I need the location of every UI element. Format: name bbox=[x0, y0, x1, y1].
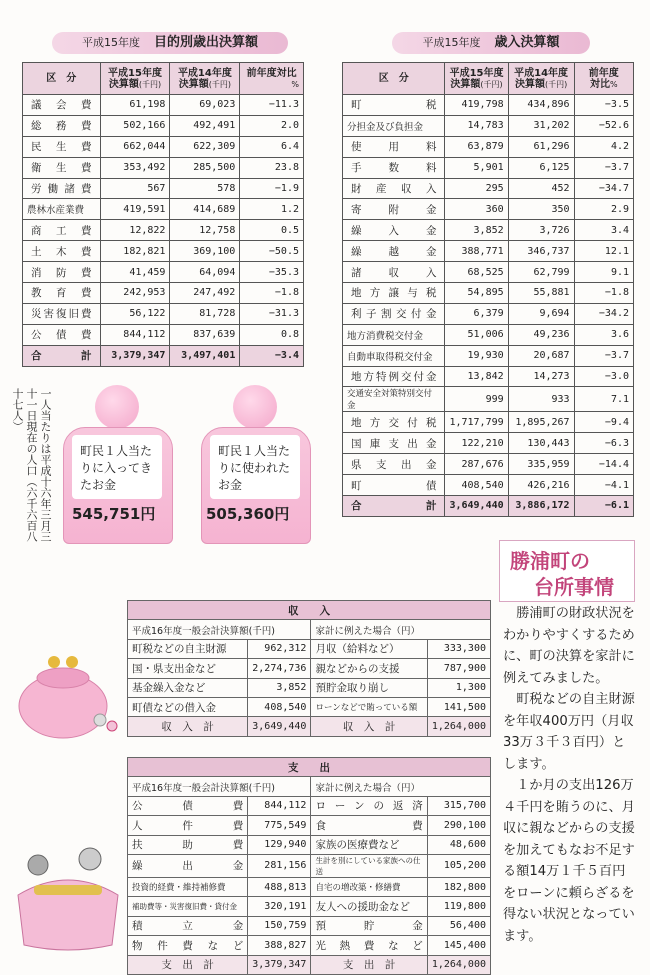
table-row bbox=[343, 387, 634, 412]
income-title: 収 入 bbox=[128, 601, 491, 620]
spending_table-row-a: 繰出金 bbox=[128, 854, 248, 877]
per-capita-income-figure bbox=[58, 385, 176, 545]
table-row bbox=[128, 659, 491, 678]
exp-row-ratio: 2.0 bbox=[240, 115, 304, 136]
rev-row-h15: 360 bbox=[445, 199, 508, 220]
rev-row-h15: 1,717,799 bbox=[445, 412, 508, 433]
kitchen-para2: 町税などの自主財源を年収400万円（月収33万３千３百円）とします。 bbox=[503, 692, 635, 772]
rev-row-h14: 130,443 bbox=[508, 433, 574, 454]
rev-row-h14: 335,959 bbox=[508, 454, 574, 475]
income_table-row-a: 基金繰入金など bbox=[128, 678, 248, 697]
rev-row-ratio: 12.1 bbox=[574, 241, 633, 262]
rev-row-h14: 350 bbox=[508, 199, 574, 220]
spending_table-row-bv: 105,200 bbox=[427, 854, 490, 877]
rev-row-label: 地方交付税 bbox=[343, 412, 445, 433]
income-col2: 家計に例えた場合（円） bbox=[311, 620, 491, 639]
table-row bbox=[23, 324, 304, 345]
exp-row-h14: 247,492 bbox=[170, 283, 240, 304]
rev-row-h14: 14,273 bbox=[508, 366, 574, 387]
table-row bbox=[343, 178, 634, 199]
spending-col1: 平成16年度一般会計決算額(千円) bbox=[128, 777, 311, 796]
spending_table-row-bv: 56,400 bbox=[427, 916, 490, 935]
table-row bbox=[23, 283, 304, 304]
income_table-total-bv: 1,264,000 bbox=[427, 717, 490, 736]
spending_table-row-av: 488,813 bbox=[248, 877, 311, 896]
spending_table-row-a: 補助費等・災害復旧費・貸付金 bbox=[128, 897, 248, 916]
spending_table-row-a: 積立金 bbox=[128, 916, 248, 935]
exp-row-label: 商工費 bbox=[23, 220, 101, 241]
spending_table-total-b: 支 出 計 bbox=[311, 955, 427, 974]
per-capita-income-amount: 545,751円 bbox=[72, 505, 156, 523]
exp-row-ratio: −50.5 bbox=[240, 241, 304, 262]
rev-row-h15: 6,379 bbox=[445, 303, 508, 324]
rev-row-ratio: 4.2 bbox=[574, 136, 633, 157]
rev-row-ratio: −3.5 bbox=[574, 95, 633, 116]
income_table-row-a: 町債などの借入金 bbox=[128, 697, 248, 716]
piggy-purse-icon bbox=[8, 648, 130, 744]
income_table-row-av: 408,540 bbox=[248, 697, 311, 716]
rev-row-h15: 3,852 bbox=[445, 220, 508, 241]
exp-row-ratio: −1.8 bbox=[240, 283, 304, 304]
exp-row-label: 公債費 bbox=[23, 324, 101, 345]
rev-row-ratio: −3.7 bbox=[574, 345, 633, 366]
rev-total-h15: 3,649,440 bbox=[445, 496, 508, 517]
table-row bbox=[128, 854, 491, 877]
exp-row-h15: 419,591 bbox=[100, 199, 170, 220]
expenditure-title-year: 平成15年度 bbox=[81, 36, 140, 49]
kitchen-title-box bbox=[499, 540, 635, 602]
kitchen-para1: 勝浦町の財政状況をわかりやすくするために、町の決算を家計に例えてみました。 bbox=[503, 606, 635, 686]
revenue-title bbox=[392, 32, 590, 54]
spending_table-row-a: 物件費など bbox=[128, 936, 248, 955]
rev-row-h14: 452 bbox=[508, 178, 574, 199]
spending_table-row-bv: 145,400 bbox=[427, 936, 490, 955]
exp-row-h15: 567 bbox=[100, 178, 170, 199]
exp-row-label: 労働諸費 bbox=[23, 178, 101, 199]
rev-row-label: 地方消費税交付金 bbox=[343, 324, 445, 345]
rev-row-ratio: −34.7 bbox=[574, 178, 633, 199]
rev-row-h15: 19,930 bbox=[445, 345, 508, 366]
spending_table-row-a: 人件費 bbox=[128, 816, 248, 835]
spending_table-row-bv: 48,600 bbox=[427, 835, 490, 854]
table-row bbox=[343, 241, 634, 262]
total-row bbox=[23, 345, 304, 366]
exp-row-h15: 844,112 bbox=[100, 324, 170, 345]
table-row bbox=[128, 936, 491, 955]
rev-row-h14: 9,694 bbox=[508, 303, 574, 324]
total-row bbox=[128, 717, 491, 736]
table-row bbox=[343, 199, 634, 220]
exp-row-h15: 662,044 bbox=[100, 136, 170, 157]
exp-row-label: 教育費 bbox=[23, 283, 101, 304]
rev-row-label: 自動車取得税交付金 bbox=[343, 345, 445, 366]
spending_table-row-b: 生計を別にしている家族への仕送 bbox=[311, 854, 427, 877]
exp-header-h15: 平成15年度 決算額(千円) bbox=[100, 63, 170, 95]
total-row bbox=[343, 496, 634, 517]
rev-row-label: 寄附金 bbox=[343, 199, 445, 220]
table-row bbox=[23, 262, 304, 283]
exp-row-h15: 12,822 bbox=[100, 220, 170, 241]
spending_table-row-bv: 290,100 bbox=[427, 816, 490, 835]
exp-row-label: 農林水産業費 bbox=[23, 199, 101, 220]
rev-row-h14: 62,799 bbox=[508, 262, 574, 283]
table-row bbox=[23, 95, 304, 116]
rev-row-h15: 408,540 bbox=[445, 475, 508, 496]
kitchen-para3: １か月の支出126万４千円を賄うのに、月収に親などからの支援を加えてもなお不足する額14万１千５百円をローンに頼らざるを得ない状況となっています。 bbox=[503, 778, 635, 944]
per-capita-income-label: 町民１人当たりに入ってきたお金 bbox=[72, 435, 162, 499]
table-row bbox=[343, 262, 634, 283]
spending-title: 支 出 bbox=[128, 758, 491, 777]
table-row bbox=[128, 816, 491, 835]
table-row bbox=[343, 95, 634, 116]
exp-row-h15: 41,459 bbox=[100, 262, 170, 283]
exp-row-label: 民生費 bbox=[23, 136, 101, 157]
table-row bbox=[343, 283, 634, 304]
rev-header-h14: 平成14年度 決算額(千円) bbox=[508, 63, 574, 95]
table-row bbox=[128, 835, 491, 854]
spending_table-total-bv: 1,264,000 bbox=[427, 955, 490, 974]
table-row bbox=[23, 178, 304, 199]
table-row bbox=[23, 199, 304, 220]
exp-row-h14: 64,094 bbox=[170, 262, 240, 283]
spending_table-total-a: 支 出 計 bbox=[128, 955, 248, 974]
spending_table-total-av: 3,379,347 bbox=[248, 955, 311, 974]
expenditure-title-name: 目的別歳出決算額 bbox=[153, 35, 258, 50]
spending_table-row-bv: 315,700 bbox=[427, 796, 490, 815]
spending_table-row-b: 光熱費など bbox=[311, 936, 427, 955]
rev-row-ratio: −34.2 bbox=[574, 303, 633, 324]
rev-row-h14: 31,202 bbox=[508, 115, 574, 136]
income_table-row-av: 3,852 bbox=[248, 678, 311, 697]
table-row bbox=[343, 157, 634, 178]
rev-row-ratio: 7.1 bbox=[574, 387, 633, 412]
spending-table bbox=[127, 757, 491, 975]
rev-row-h14: 933 bbox=[508, 387, 574, 412]
revenue-title-year: 平成15年度 bbox=[422, 36, 481, 49]
exp-header-h14: 平成14年度 決算額(千円) bbox=[170, 63, 240, 95]
rev-row-ratio: −3.7 bbox=[574, 157, 633, 178]
rev-row-h14: 346,737 bbox=[508, 241, 574, 262]
exp-row-h14: 622,309 bbox=[170, 136, 240, 157]
exp-row-h14: 12,758 bbox=[170, 220, 240, 241]
rev-row-ratio: 9.1 bbox=[574, 262, 633, 283]
exp-row-h14: 837,639 bbox=[170, 324, 240, 345]
exp-row-h14: 369,100 bbox=[170, 241, 240, 262]
coin-purse-icon bbox=[8, 845, 128, 955]
rev-row-ratio: 3.6 bbox=[574, 324, 633, 345]
rev-row-label: 国庫支出金 bbox=[343, 433, 445, 454]
exp-row-h14: 69,023 bbox=[170, 95, 240, 116]
rev-row-h15: 419,798 bbox=[445, 95, 508, 116]
income_table-row-bv: 141,500 bbox=[427, 697, 490, 716]
spending_table-row-b: 食費 bbox=[311, 816, 427, 835]
income_table-row-b: 預貯金取り崩し bbox=[311, 678, 427, 697]
rev-row-h15: 999 bbox=[445, 387, 508, 412]
revenue-table bbox=[342, 62, 634, 517]
rev-row-h15: 5,901 bbox=[445, 157, 508, 178]
exp-row-ratio: 0.8 bbox=[240, 324, 304, 345]
table-row bbox=[128, 796, 491, 815]
population-note: 一人当たりは平成十六年三月三十一日現在の人口（六千六百八十七人） bbox=[11, 388, 52, 542]
spending_table-row-bv: 119,800 bbox=[427, 897, 490, 916]
table-row bbox=[343, 412, 634, 433]
income_table-total-av: 3,649,440 bbox=[248, 717, 311, 736]
rev-row-h14: 434,896 bbox=[508, 95, 574, 116]
table-row bbox=[128, 897, 491, 916]
exp-row-h15: 242,953 bbox=[100, 283, 170, 304]
rev-row-label: 繰入金 bbox=[343, 220, 445, 241]
rev-row-h14: 6,125 bbox=[508, 157, 574, 178]
table-row bbox=[343, 303, 634, 324]
exp-row-h15: 502,166 bbox=[100, 115, 170, 136]
exp-row-h14: 285,500 bbox=[170, 157, 240, 178]
income-table bbox=[127, 600, 491, 737]
rev-row-ratio: −1.8 bbox=[574, 283, 633, 304]
exp-row-h14: 414,689 bbox=[170, 199, 240, 220]
table-row bbox=[343, 345, 634, 366]
revenue-title-name: 歳入決算額 bbox=[494, 35, 560, 50]
exp-total-h15: 3,379,347 bbox=[100, 345, 170, 366]
rev-total-h14: 3,886,172 bbox=[508, 496, 574, 517]
rev-row-ratio: −52.6 bbox=[574, 115, 633, 136]
spending_table-row-av: 844,112 bbox=[248, 796, 311, 815]
kitchen-text bbox=[503, 603, 637, 947]
spending_table-row-b: ローンの返済 bbox=[311, 796, 427, 815]
table-row bbox=[343, 136, 634, 157]
exp-row-h15: 61,198 bbox=[100, 95, 170, 116]
per-capita-spending-amount: 505,360円 bbox=[206, 505, 290, 523]
rev-row-h15: 68,525 bbox=[445, 262, 508, 283]
table-row bbox=[343, 115, 634, 136]
rev-row-h14: 55,881 bbox=[508, 283, 574, 304]
rev-row-label: 財産収入 bbox=[343, 178, 445, 199]
rev-row-label: 県支出金 bbox=[343, 454, 445, 475]
spending_table-row-av: 150,759 bbox=[248, 916, 311, 935]
spending_table-row-b: 預貯金 bbox=[311, 916, 427, 935]
spending_table-row-av: 775,549 bbox=[248, 816, 311, 835]
table-row bbox=[128, 877, 491, 896]
kitchen-title-line2: 台所事情 bbox=[534, 575, 614, 599]
income_table-row-a: 国・県支出金など bbox=[128, 659, 248, 678]
income_table-row-bv: 787,900 bbox=[427, 659, 490, 678]
expenditure-table bbox=[22, 62, 304, 367]
income-col1: 平成16年度一般会計決算額(千円) bbox=[128, 620, 311, 639]
income_table-row-av: 962,312 bbox=[248, 639, 311, 658]
figure-head-icon bbox=[233, 385, 277, 429]
rev-row-label: 諸収入 bbox=[343, 262, 445, 283]
table-row bbox=[23, 241, 304, 262]
table-row bbox=[128, 678, 491, 697]
exp-total-h14: 3,497,401 bbox=[170, 345, 240, 366]
spending_table-row-av: 320,191 bbox=[248, 897, 311, 916]
rev-row-label: 交通安全対策特別交付金 bbox=[343, 387, 445, 412]
spending_table-row-av: 388,827 bbox=[248, 936, 311, 955]
rev-row-h14: 20,687 bbox=[508, 345, 574, 366]
income_table-row-b: 月収（給料など） bbox=[311, 639, 427, 658]
rev-row-h15: 63,879 bbox=[445, 136, 508, 157]
income_table-total-b: 収 入 計 bbox=[311, 717, 427, 736]
spending_table-row-av: 129,940 bbox=[248, 835, 311, 854]
exp-row-ratio: −1.9 bbox=[240, 178, 304, 199]
spending_table-row-bv: 182,800 bbox=[427, 877, 490, 896]
rev-row-h15: 287,676 bbox=[445, 454, 508, 475]
rev-row-label: 分担金及び負担金 bbox=[343, 115, 445, 136]
exp-header-ratio: 前年度対比 % bbox=[240, 63, 304, 95]
per-capita-spending-label: 町民１人当たりに使われたお金 bbox=[210, 435, 300, 499]
rev-row-ratio: −9.4 bbox=[574, 412, 633, 433]
exp-row-h14: 81,728 bbox=[170, 303, 240, 324]
rev-row-h14: 1,895,267 bbox=[508, 412, 574, 433]
rev-row-label: 地方特例交付金 bbox=[343, 366, 445, 387]
rev-row-ratio: 3.4 bbox=[574, 220, 633, 241]
rev-row-label: 利子割交付金 bbox=[343, 303, 445, 324]
rev-row-h15: 51,006 bbox=[445, 324, 508, 345]
income_table-total-a: 収 入 計 bbox=[128, 717, 248, 736]
spending_table-row-a: 投資的経費・維持補修費 bbox=[128, 877, 248, 896]
spending_table-row-b: 友人への援助金など bbox=[311, 897, 427, 916]
rev-row-h14: 3,726 bbox=[508, 220, 574, 241]
table-row bbox=[128, 639, 491, 658]
table-row bbox=[23, 115, 304, 136]
expenditure-title bbox=[52, 32, 288, 54]
table-row bbox=[343, 475, 634, 496]
rev-row-label: 町税 bbox=[343, 95, 445, 116]
income_table-row-a: 町税などの自主財源 bbox=[128, 639, 248, 658]
exp-row-h15: 353,492 bbox=[100, 157, 170, 178]
rev-row-h15: 54,895 bbox=[445, 283, 508, 304]
exp-total-ratio: −3.4 bbox=[240, 345, 304, 366]
figure-head-icon bbox=[95, 385, 139, 429]
exp-row-label: 議会費 bbox=[23, 95, 101, 116]
spending-col2: 家計に例えた場合（円） bbox=[311, 777, 491, 796]
table-row bbox=[343, 454, 634, 475]
exp-row-ratio: 6.4 bbox=[240, 136, 304, 157]
table-row bbox=[23, 303, 304, 324]
table-row bbox=[343, 220, 634, 241]
rev-total-ratio: −6.1 bbox=[574, 496, 633, 517]
income_table-row-av: 2,274,736 bbox=[248, 659, 311, 678]
spending_table-row-b: 自宅の増改築・修繕費 bbox=[311, 877, 427, 896]
rev-row-h15: 295 bbox=[445, 178, 508, 199]
kitchen-title-line1: 勝浦町の bbox=[510, 549, 590, 573]
exp-row-ratio: −11.3 bbox=[240, 95, 304, 116]
rev-row-label: 町債 bbox=[343, 475, 445, 496]
rev-row-label: 使用料 bbox=[343, 136, 445, 157]
exp-row-h14: 578 bbox=[170, 178, 240, 199]
rev-row-h15: 388,771 bbox=[445, 241, 508, 262]
rev-row-h15: 122,210 bbox=[445, 433, 508, 454]
income_table-row-b: 親などからの支援 bbox=[311, 659, 427, 678]
exp-row-ratio: 0.5 bbox=[240, 220, 304, 241]
rev-row-h14: 49,236 bbox=[508, 324, 574, 345]
rev-header-ratio: 前年度 対比% bbox=[574, 63, 633, 95]
table-row bbox=[343, 324, 634, 345]
rev-row-h15: 14,783 bbox=[445, 115, 508, 136]
spending_table-row-av: 281,156 bbox=[248, 854, 311, 877]
table-row bbox=[23, 136, 304, 157]
rev-row-ratio: −4.1 bbox=[574, 475, 633, 496]
exp-row-h15: 182,821 bbox=[100, 241, 170, 262]
table-row bbox=[128, 697, 491, 716]
table-row bbox=[23, 157, 304, 178]
exp-row-ratio: 1.2 bbox=[240, 199, 304, 220]
exp-row-label: 災害復旧費 bbox=[23, 303, 101, 324]
exp-header-category: 区 分 bbox=[23, 63, 101, 95]
rev-row-label: 手数料 bbox=[343, 157, 445, 178]
exp-row-ratio: −35.3 bbox=[240, 262, 304, 283]
rev-row-h14: 426,216 bbox=[508, 475, 574, 496]
spending_table-row-b: 家族の医療費など bbox=[311, 835, 427, 854]
exp-row-label: 総務費 bbox=[23, 115, 101, 136]
rev-header-category: 区 分 bbox=[343, 63, 445, 95]
income_table-row-bv: 1,300 bbox=[427, 678, 490, 697]
spending_table-row-a: 公債費 bbox=[128, 796, 248, 815]
exp-row-ratio: 23.8 bbox=[240, 157, 304, 178]
per-capita-spending-figure bbox=[196, 385, 314, 545]
exp-row-label: 消防費 bbox=[23, 262, 101, 283]
rev-row-ratio: −3.0 bbox=[574, 366, 633, 387]
rev-row-h14: 61,296 bbox=[508, 136, 574, 157]
income_table-row-b: ローンなどで賄っている額 bbox=[311, 697, 427, 716]
rev-total-label: 合 計 bbox=[343, 496, 445, 517]
table-row bbox=[128, 916, 491, 935]
exp-total-label: 合 計 bbox=[23, 345, 101, 366]
rev-row-ratio: 2.9 bbox=[574, 199, 633, 220]
rev-row-h15: 13,842 bbox=[445, 366, 508, 387]
rev-header-h15: 平成15年度 決算額(千円) bbox=[445, 63, 508, 95]
exp-row-label: 衛生費 bbox=[23, 157, 101, 178]
exp-row-h14: 492,491 bbox=[170, 115, 240, 136]
exp-row-label: 土木費 bbox=[23, 241, 101, 262]
spending_table-row-a: 扶助費 bbox=[128, 835, 248, 854]
table-row bbox=[343, 433, 634, 454]
table-row bbox=[343, 366, 634, 387]
income_table-row-bv: 333,300 bbox=[427, 639, 490, 658]
exp-row-ratio: −31.3 bbox=[240, 303, 304, 324]
table-row bbox=[23, 220, 304, 241]
exp-row-h15: 56,122 bbox=[100, 303, 170, 324]
rev-row-label: 繰越金 bbox=[343, 241, 445, 262]
rev-row-ratio: −6.3 bbox=[574, 433, 633, 454]
rev-row-ratio: −14.4 bbox=[574, 454, 633, 475]
rev-row-label: 地方譲与税 bbox=[343, 283, 445, 304]
total-row bbox=[128, 955, 491, 974]
